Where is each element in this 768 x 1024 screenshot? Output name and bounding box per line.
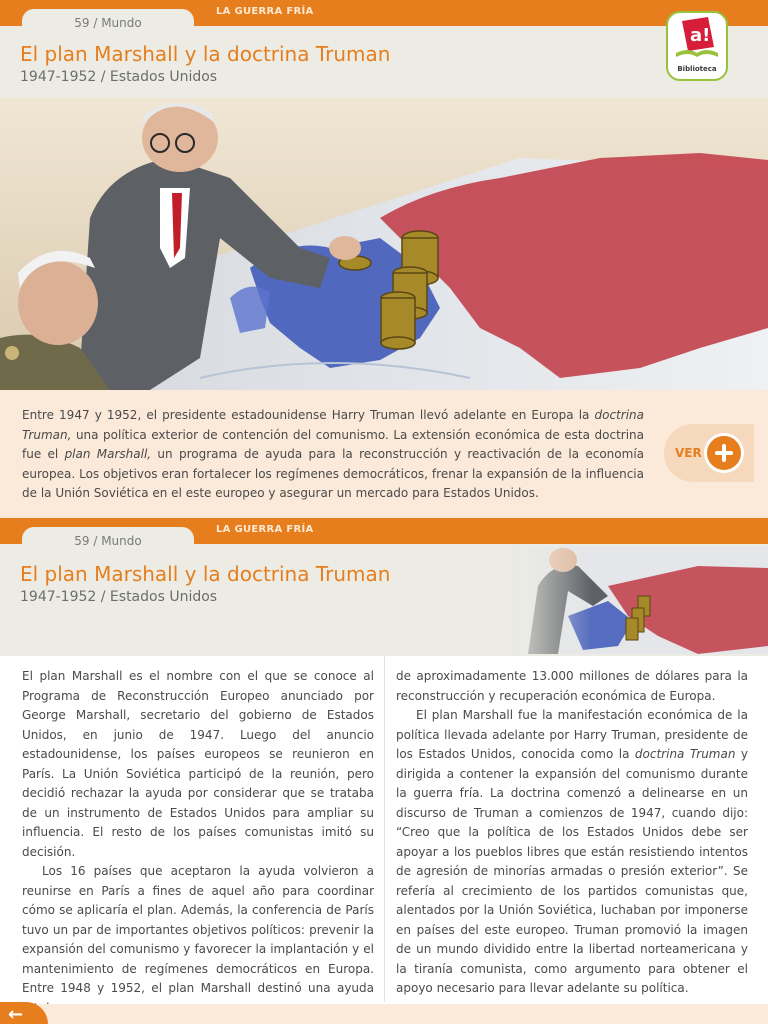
page-tab-2: 59 / Mundo	[22, 527, 194, 555]
footer-bar	[0, 1004, 768, 1024]
article-paragraph: de aproximadamente 13.000 millones de dólares para la reconstrucción y recuperación económica de Europa.	[396, 669, 748, 703]
article-column-right	[396, 667, 748, 999]
page-tab: 59 / Mundo	[22, 9, 194, 37]
page-title-2: El plan Marshall y la doctrina Truman	[20, 562, 391, 586]
ver-label: VER	[675, 446, 702, 460]
intro-emphasis-doctrina: doctrina Truman,	[22, 408, 644, 442]
logo-text: Biblioteca	[677, 65, 717, 73]
intro-paragraph: Entre 1947 y 1952, el presidente estadounidense Harry Truman llevó adelante en Europa la doctrina Truman, una política exterior de contención del comunismo. La extensión económica de esta doctrina fue el plan Marshall, un programa de ayuda para la reconstrucción y reactivación de la economía europea. Los objetivos eran fortalecer los regímenes democráticos, frenar la expansión de la influencia de la Unión Soviética en el este europeo y asegurar un mercado para Estados Unidos.	[22, 408, 645, 500]
back-arrow-icon: ←	[8, 1004, 24, 1024]
plus-icon	[704, 433, 744, 473]
biblioteca-logo[interactable]	[666, 11, 728, 81]
page-title: El plan Marshall y la doctrina Truman	[20, 42, 391, 66]
svg-text:a!: a!	[690, 25, 711, 46]
intro-panel	[0, 390, 768, 518]
article-column-left	[22, 667, 374, 1018]
intro-emphasis-plan: plan Marshall,	[64, 447, 152, 461]
ver-button[interactable]	[664, 424, 754, 482]
section-label-2: LA GUERRA FRÍA	[216, 524, 314, 535]
page-subtitle-2: 1947-1952 / Estados Unidos	[20, 589, 218, 605]
hero-thumbnail	[498, 546, 768, 654]
book-logo-icon	[668, 13, 726, 61]
top-header	[0, 0, 768, 98]
article-paragraph: El plan Marshall es el nombre con el que se conoce al Programa de Reconstrucción Europeo anunciado por George Marshall, secretario del gobierno de Estados Unidos, en junio de 1947. Luego del anuncio estadounidense, los países europeos se reunieron en París. La Unión Soviética participó de la reunión, pero decidió rechazar la ayuda por considerar que se trataba de un instrumento de Estados Unidos para ampliar su influencia. El resto de los países comunistas imitó su decisión.	[22, 669, 374, 859]
page-subtitle: 1947-1952 / Estados Unidos	[20, 69, 218, 85]
hero-illustration	[0, 98, 768, 390]
thumbnail-illustration	[498, 546, 768, 654]
article-paragraph: Los 16 países que aceptaron la ayuda volvieron a reunirse en París a fines de aquel año para coordinar cómo se aplicaría el plan. Además, la conferencia de París tuvo un par de importantes objetivos políticos: prevenir la expansión del comunismo y favorecer la implantación y el mantenimiento de regímenes democráticos en Europa. Entre 1948 y 1952, el plan Marshall destinó una ayuda	[22, 864, 374, 995]
article-paragraph: El plan Marshall fue la manifestación económica de la política llevada adelante por Harry Truman, presidente de los Estados Unidos, conocida como la doctrina Truman y dirigida a contener la expansión del comunismo durante la guerra fría. La doctrina comenzó a delinearse en un discurso de Truman a comienzos de 1947, cuando dijo: “Creo que la política de los Estados Unidos debe ser apoyar a los pueblos libres que están resistiendo intentos de agresión de minorías armadas o presión exterior”. Se refería al crecimiento de los partidos comunistas que, alentados por la Unión Soviética, luchaban por imponerse en países del este europeo. Truman promovió la imagen de un mundo dividido entre la libertad norteamericana y la tiranía comunista, como argumento para obtener el apoyo necesario para llevar adelante su política.	[396, 708, 749, 995]
column-divider	[384, 656, 385, 1002]
section-label: LA GUERRA FRÍA	[216, 6, 314, 17]
marshall-map-illustration	[0, 98, 768, 390]
article-emphasis-doctrina: doctrina Truman	[634, 747, 736, 761]
